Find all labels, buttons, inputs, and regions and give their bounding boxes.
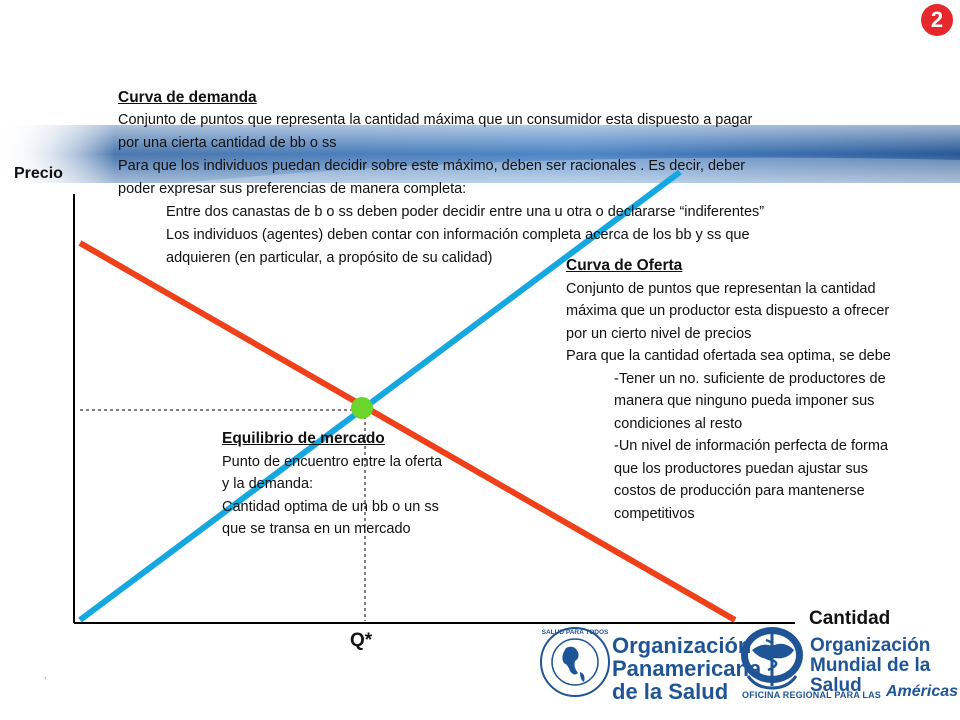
demand-title: Curva de demanda: [118, 89, 257, 106]
supply-indented-line: -Un nivel de información perfecta de forma: [614, 438, 889, 454]
demand-line: poder expresar sus preferencias de manera completa:: [118, 181, 467, 197]
demand-indented-line: Entre dos canastas de b o ss deben poder decidir entre una u otra o declararse “indiferentes”: [166, 204, 765, 220]
who-logo-line: Mundial de la Salud: [810, 655, 931, 696]
equilibrium-line: Punto de encuentro entre la oferta: [222, 453, 443, 470]
page-number-badge: 2: [921, 4, 953, 36]
supply-description: [566, 255, 956, 525]
who-region-label: Américas: [886, 683, 959, 700]
supply-indented-line: manera que ninguno pueda imponer sus: [614, 393, 875, 409]
supply-indented-line: competitivos: [614, 505, 695, 522]
who-logo-line: Organización: [810, 635, 931, 656]
supply-line: por un cierto nivel de precios: [566, 325, 752, 342]
demand-description: [118, 86, 878, 270]
q-star-label: Q*: [350, 630, 373, 651]
supply-indented-line: condiciones al resto: [614, 415, 743, 432]
supply-title: Curva de Oferta: [566, 257, 683, 274]
supply-line: Conjunto de puntos que representan la cantidad: [566, 280, 876, 297]
stray-mark: ,: [44, 670, 47, 680]
paho-logo-line: Panamericana: [612, 656, 762, 681]
equilibrium-line: y la demanda:: [222, 476, 314, 492]
demand-line: por una cierta cantidad de bb o ss: [118, 135, 337, 151]
paho-logo: [612, 634, 761, 703]
who-office-label: OFICINA REGIONAL PARA LAS: [742, 690, 882, 700]
equilibrium-line: que se transa en un mercado: [222, 521, 411, 537]
equilibrium-line: Cantidad optima de un bb o un ss: [222, 498, 439, 515]
paho-seal-text: SALUD PARA TODOS: [541, 629, 609, 636]
demand-indented-line: adquieren (en particular, a propósito de su calidad): [166, 250, 493, 266]
supply-indented-line: costos de producción para mantenerse: [614, 483, 865, 499]
demand-line: Conjunto de puntos que representa la cantidad máxima que un consumidor esta dispuesto a pagar: [118, 112, 753, 128]
equilibrium-description: [222, 428, 502, 541]
supply-line: máxima que un productor esta dispuesto a ofrecer: [566, 303, 890, 319]
supply-indented-line: que los productores puedan ajustar sus: [614, 460, 868, 477]
x-axis-label: Cantidad: [809, 608, 891, 629]
demand-indented-line: Los individuos (agentes) deben contar con información completa acerca de los bb y ss que: [166, 227, 750, 243]
paho-logo-line: de la Salud: [612, 679, 729, 704]
supply-indented-line: -Tener un no. suficiente de productores de: [614, 370, 886, 387]
supply-line: Para que la cantidad ofertada sea optima, se debe: [566, 348, 891, 364]
demand-line: Para que los individuos puedan decidir sobre este máximo, deben ser racionales . Es decir, deber: [118, 158, 746, 174]
paho-logo-line: Organización: [612, 633, 752, 658]
y-axis-label: Precio: [14, 165, 63, 182]
equilibrium-point: [351, 397, 373, 419]
paho-seal-icon: [541, 628, 609, 696]
equilibrium-title: Equilibrio de mercado: [222, 430, 385, 447]
